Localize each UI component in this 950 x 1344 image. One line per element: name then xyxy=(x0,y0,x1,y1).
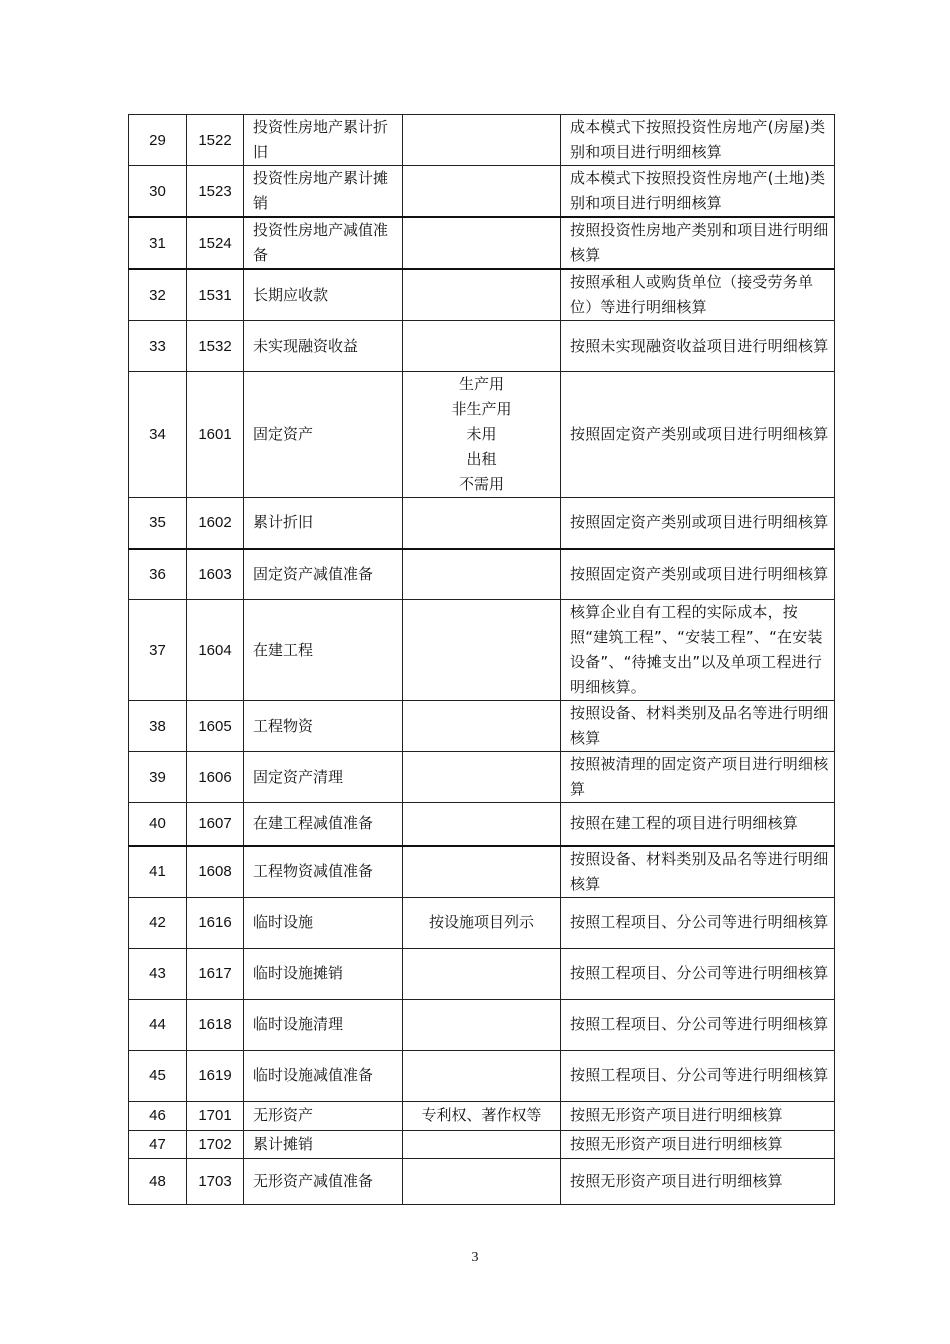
account-name-cell: 临时设施清理 xyxy=(244,999,403,1050)
account-name-cell: 未实现融资收益 xyxy=(244,321,403,372)
account-name-cell: 临时设施减值准备 xyxy=(244,1050,403,1101)
accounting-note-cell: 按照工程项目、分公司等进行明细核算 xyxy=(561,1050,835,1101)
account-name-cell: 投资性房地产减值准备 xyxy=(244,217,403,269)
account-code-cell: 1522 xyxy=(187,115,244,166)
account-name-cell: 投资性房地产累计摊销 xyxy=(244,166,403,218)
table-row xyxy=(129,549,835,600)
account-name-cell: 临时设施 xyxy=(244,897,403,948)
table-row xyxy=(129,115,835,166)
sub-account-item: 非生产用 xyxy=(451,400,512,418)
account-name-cell: 在建工程 xyxy=(244,600,403,701)
accounting-note-cell: 按照固定资产类别或项目进行明细核算 xyxy=(561,498,835,549)
account-code-cell: 1606 xyxy=(187,752,244,803)
row-number-cell: 42 xyxy=(129,897,187,948)
row-number-cell: 34 xyxy=(129,372,187,498)
sub-account-item: 出租 xyxy=(466,450,497,468)
row-number-cell: 43 xyxy=(129,948,187,999)
accounting-note-cell: 按照承租人或购货单位（接受劳务单位）等进行明细核算 xyxy=(561,269,835,321)
account-code-cell: 1608 xyxy=(187,846,244,898)
sub-account-cell xyxy=(403,600,561,701)
sub-account-item: 未用 xyxy=(466,425,497,443)
account-code-cell: 1601 xyxy=(187,372,244,498)
accounting-note-cell: 按照固定资产类别或项目进行明细核算 xyxy=(561,549,835,600)
accounting-note-cell: 按照设备、材料类别及品名等进行明细核算 xyxy=(561,701,835,752)
accounting-note-cell: 按照工程项目、分公司等进行明细核算 xyxy=(561,948,835,999)
account-name-cell: 工程物资 xyxy=(244,701,403,752)
row-number-cell: 46 xyxy=(129,1101,187,1130)
sub-account-cell xyxy=(403,999,561,1050)
account-code-cell: 1618 xyxy=(187,999,244,1050)
table-row xyxy=(129,600,835,701)
table-row xyxy=(129,498,835,549)
account-name-cell: 投资性房地产累计折旧 xyxy=(244,115,403,166)
accounting-note-cell: 成本模式下按照投资性房地产(房屋)类别和项目进行明细核算 xyxy=(561,115,835,166)
table-row xyxy=(129,321,835,372)
account-name-cell: 累计折旧 xyxy=(244,498,403,549)
account-name-cell: 在建工程减值准备 xyxy=(244,803,403,846)
accounting-note-cell: 按照投资性房地产类别和项目进行明细核算 xyxy=(561,217,835,269)
table-row xyxy=(129,846,835,898)
sub-account-cell xyxy=(403,217,561,269)
account-name-cell: 无形资产 xyxy=(244,1101,403,1130)
row-number-cell: 47 xyxy=(129,1130,187,1158)
row-number-cell: 45 xyxy=(129,1050,187,1101)
row-number-cell: 35 xyxy=(129,498,187,549)
row-number-cell: 29 xyxy=(129,115,187,166)
row-number-cell: 33 xyxy=(129,321,187,372)
accounting-note-cell: 按照设备、材料类别及品名等进行明细核算 xyxy=(561,846,835,898)
sub-account-cell xyxy=(403,846,561,898)
sub-account-cell xyxy=(403,498,561,549)
account-name-cell: 长期应收款 xyxy=(244,269,403,321)
account-name-cell: 固定资产减值准备 xyxy=(244,549,403,600)
account-code-cell: 1701 xyxy=(187,1101,244,1130)
table-row xyxy=(129,372,835,498)
sub-account-cell xyxy=(403,372,561,498)
row-number-cell: 30 xyxy=(129,166,187,218)
row-number-cell: 37 xyxy=(129,600,187,701)
row-number-cell: 38 xyxy=(129,701,187,752)
account-name-cell: 工程物资减值准备 xyxy=(244,846,403,898)
sub-account-item: 不需用 xyxy=(458,475,504,493)
sub-account-cell xyxy=(403,752,561,803)
account-table-container xyxy=(128,114,834,1205)
accounting-note-cell: 按照工程项目、分公司等进行明细核算 xyxy=(561,897,835,948)
table-row xyxy=(129,752,835,803)
sub-account-cell xyxy=(403,549,561,600)
table-row xyxy=(129,1130,835,1158)
accounting-note-cell: 按照工程项目、分公司等进行明细核算 xyxy=(561,999,835,1050)
row-number-cell: 44 xyxy=(129,999,187,1050)
account-code-cell: 1532 xyxy=(187,321,244,372)
sub-account-item: 生产用 xyxy=(458,375,504,393)
account-code-cell: 1524 xyxy=(187,217,244,269)
table-row xyxy=(129,897,835,948)
row-number-cell: 39 xyxy=(129,752,187,803)
account-code-cell: 1703 xyxy=(187,1158,244,1204)
table-row xyxy=(129,999,835,1050)
accounting-note-cell: 核算企业自有工程的实际成本，按照“建筑工程”、“安装工程”、“在安装设备”、“待摊支出”以及单项工程进行明细核算。 xyxy=(561,600,835,701)
sub-account-cell xyxy=(403,115,561,166)
sub-account-cell xyxy=(403,269,561,321)
accounting-note-cell: 按照无形资产项目进行明细核算 xyxy=(561,1130,835,1158)
row-number-cell: 36 xyxy=(129,549,187,600)
table-row xyxy=(129,803,835,846)
account-name-cell: 无形资产减值准备 xyxy=(244,1158,403,1204)
accounting-note-cell: 按照无形资产项目进行明细核算 xyxy=(561,1101,835,1130)
table-row xyxy=(129,1101,835,1130)
accounting-note-cell: 成本模式下按照投资性房地产(土地)类别和项目进行明细核算 xyxy=(561,166,835,218)
account-code-cell: 1603 xyxy=(187,549,244,600)
account-name-cell: 固定资产 xyxy=(244,372,403,498)
row-number-cell: 32 xyxy=(129,269,187,321)
account-code-cell: 1605 xyxy=(187,701,244,752)
accounting-note-cell: 按照固定资产类别或项目进行明细核算 xyxy=(561,372,835,498)
account-code-cell: 1602 xyxy=(187,498,244,549)
account-code-cell: 1607 xyxy=(187,803,244,846)
sub-account-cell xyxy=(403,897,561,948)
account-name-cell: 固定资产清理 xyxy=(244,752,403,803)
table-row xyxy=(129,217,835,269)
page-number: 3 xyxy=(471,1250,479,1265)
accounting-note-cell: 按照未实现融资收益项目进行明细核算 xyxy=(561,321,835,372)
table-row xyxy=(129,701,835,752)
table-row xyxy=(129,269,835,321)
account-code-cell: 1702 xyxy=(187,1130,244,1158)
accounting-note-cell: 按照在建工程的项目进行明细核算 xyxy=(561,803,835,846)
account-code-cell: 1616 xyxy=(187,897,244,948)
sub-account-cell xyxy=(403,948,561,999)
sub-account-cell xyxy=(403,1101,561,1130)
table-row xyxy=(129,948,835,999)
account-name-cell: 累计摊销 xyxy=(244,1130,403,1158)
account-table-body xyxy=(129,115,835,1205)
table-row xyxy=(129,1050,835,1101)
row-number-cell: 31 xyxy=(129,217,187,269)
account-name-cell: 临时设施摊销 xyxy=(244,948,403,999)
account-code-cell: 1531 xyxy=(187,269,244,321)
row-number-cell: 41 xyxy=(129,846,187,898)
row-number-cell: 40 xyxy=(129,803,187,846)
accounting-note-cell: 按照无形资产项目进行明细核算 xyxy=(561,1158,835,1204)
sub-account-item: 按设施项目列示 xyxy=(428,913,534,931)
account-code-cell: 1604 xyxy=(187,600,244,701)
table-row xyxy=(129,166,835,218)
sub-account-cell xyxy=(403,803,561,846)
sub-account-item: 专利权、著作权等 xyxy=(421,1106,542,1124)
account-table xyxy=(128,114,835,1205)
account-code-cell: 1523 xyxy=(187,166,244,218)
row-number-cell: 48 xyxy=(129,1158,187,1204)
accounting-note-cell: 按照被清理的固定资产项目进行明细核算 xyxy=(561,752,835,803)
sub-account-cell xyxy=(403,1130,561,1158)
table-row xyxy=(129,1158,835,1204)
sub-account-cell xyxy=(403,701,561,752)
sub-account-cell xyxy=(403,321,561,372)
account-code-cell: 1619 xyxy=(187,1050,244,1101)
sub-account-cell xyxy=(403,1158,561,1204)
account-code-cell: 1617 xyxy=(187,948,244,999)
sub-account-cell xyxy=(403,1050,561,1101)
sub-account-cell xyxy=(403,166,561,218)
